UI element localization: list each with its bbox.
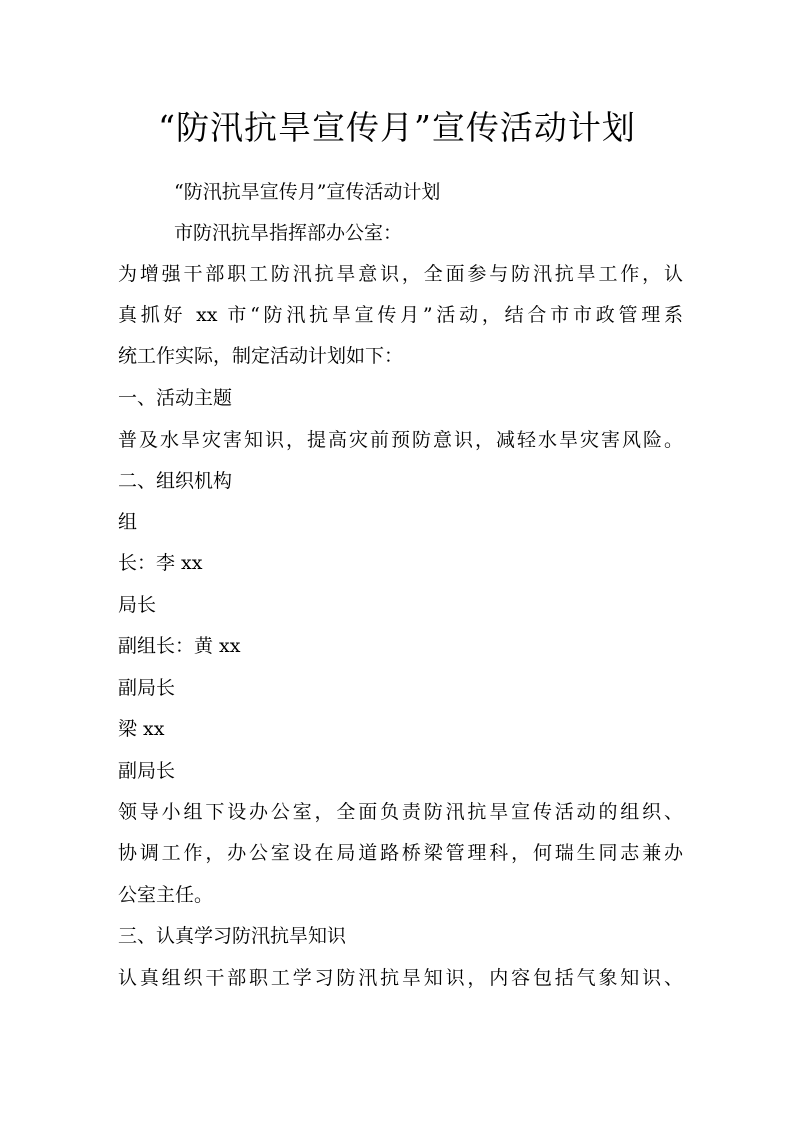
section1-body: 普及水旱灾害知识，提高灾前预防意识，减轻水旱灾害风险。 xyxy=(118,429,683,451)
recipient-line: 市防汛抗旱指挥部办公室： xyxy=(174,222,403,244)
org-line-3: 局长 xyxy=(118,594,157,616)
org-line-2: 长：李 xx xyxy=(118,552,203,574)
org-line-7: 副局长 xyxy=(118,760,176,782)
intro-line-2: 真抓好 xx 市“防汛抗旱宣传月”活动，结合市市政管理系 xyxy=(118,304,683,326)
section2-heading: 二、组织机构 xyxy=(118,470,233,492)
document-subtitle: “防汛抗旱宣传月”宣传活动计划 xyxy=(174,181,441,203)
section3-heading: 三、认真学习防汛抗旱知识 xyxy=(118,925,347,947)
document-title: “防汛抗旱宣传月”宣传活动计划 xyxy=(158,108,636,147)
org-line-1: 组 xyxy=(118,511,138,533)
office-line-3: 公室主任。 xyxy=(118,884,214,906)
org-line-4: 副组长：黄 xx xyxy=(118,635,241,657)
office-line-1: 领导小组下设办公室，全面负责防汛抗旱宣传活动的组织、 xyxy=(118,801,683,823)
section1-heading: 一、活动主题 xyxy=(118,387,233,409)
office-line-2: 协调工作，办公室设在局道路桥梁管理科，何瑞生同志兼办 xyxy=(118,842,683,864)
intro-line-3: 统工作实际，制定活动计划如下： xyxy=(118,345,404,367)
section3-body-line-1: 认真组织干部职工学习防汛抗旱知识，内容包括气象知识、 xyxy=(118,967,683,989)
org-line-5: 副局长 xyxy=(118,677,176,699)
org-line-6: 梁 xx xyxy=(118,718,165,740)
intro-line-1: 为增强干部职工防汛抗旱意识，全面参与防汛抗旱工作，认 xyxy=(118,263,683,285)
